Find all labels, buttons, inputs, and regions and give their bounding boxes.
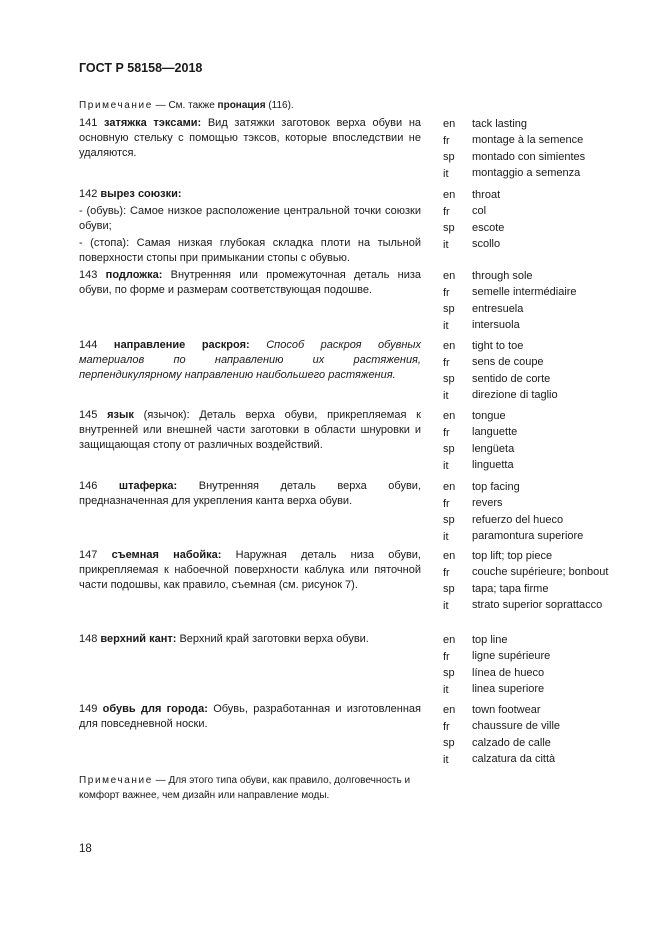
- term-entry-144: 144 направление раскроя: Способ раскроя обувных материалов по направлению их растяжения, перпендикулярному направлению наибольшего растяжения.: [79, 339, 421, 381]
- translation-row: en tongue: [443, 409, 506, 422]
- translation-row: fr semelle intermédiaire: [443, 286, 577, 299]
- translation-row: en top line: [443, 633, 508, 646]
- term-entry-145: 145 язык (язычок): Деталь верха обуви, прикрепляемая к внутренней или внешней части заготовки в области шнуровки и защищающая стопу от различных воздействий.: [79, 409, 421, 451]
- translations-146: [443, 479, 643, 545]
- note-reference-term: пронация: [217, 100, 266, 111]
- term-entry-141: 141 затяжка тэксами: Вид затяжки заготовок верха обуви на основную стельку с помощью тэксов, которые впоследствии не удаляются.: [79, 117, 422, 159]
- translation-row: fr sens de coupe: [443, 356, 544, 369]
- translation-row: fr revers: [443, 497, 503, 510]
- term-definition: Внутренняя деталь верха обуви, предназначенная для укрепления канта верха обуви.: [79, 480, 421, 507]
- translation-row: sp línea de hueco: [443, 666, 545, 679]
- note-top: Примечание — См. также пронация (116).: [79, 100, 294, 111]
- translation-row: en top facing: [443, 480, 520, 493]
- translation-row: sp calzado de calle: [443, 736, 551, 749]
- translations-144: [443, 338, 643, 404]
- translation-row: sp tapa; tapa firme: [443, 582, 549, 595]
- term-definition: (язычок): Деталь верха обуви, прикрепляемая к внутренней или внешней части заготовки в области шнуровки и защищающая стопу от различных воздействий.: [79, 409, 421, 451]
- translation-row: it scollo: [443, 238, 501, 251]
- translations-143: [443, 268, 643, 334]
- note-label: Примечание: [79, 775, 153, 786]
- term-title: штаферка:: [118, 480, 178, 492]
- translation-row: sp montado con simientes: [443, 150, 586, 163]
- translation-row: it calzatura da città: [443, 753, 556, 766]
- translation-row: it strato superior soprattacco: [443, 599, 603, 612]
- page-number: 18: [79, 843, 92, 855]
- translation-row: fr couche supérieure; bonbout: [443, 566, 609, 579]
- translation-row: it montaggio a semenza: [443, 167, 581, 180]
- translations-149: [443, 702, 643, 768]
- translation-row: en tack lasting: [443, 117, 528, 130]
- translation-row: it direzione di taglio: [443, 389, 558, 402]
- translation-row: fr chaussure de ville: [443, 720, 561, 733]
- term-entry-148: 148 верхний кант: Верхний край заготовки верха обуви.: [79, 633, 369, 645]
- translation-row: en town footwear: [443, 703, 541, 716]
- translation-row: it linea superiore: [443, 683, 545, 696]
- term-title: направление раскроя:: [113, 339, 250, 351]
- translations-145: [443, 408, 643, 474]
- translation-row: fr col: [443, 205, 487, 218]
- translations-147: [443, 548, 643, 614]
- term-title: язык: [107, 409, 134, 421]
- term-entry-146: 146 штаферка: Внутренняя деталь верха обуви, предназначенная для укрепления канта верха обуви.: [79, 480, 421, 507]
- note-bottom: Примечание — Для этого типа обуви, как правило, долговечность и комфорт важнее, чем дизайн или направление моды.: [79, 775, 411, 801]
- term-definition: Обувь, разработанная и изготовленная для повседневной носки.: [79, 703, 422, 730]
- translation-row: fr ligne supérieure: [443, 650, 551, 663]
- term-definition: Наружная деталь низа обуви, прикрепляемая к набоечной поверхности каблука или пяточной части подошвы, как правило, съемная (см. рисунок 7).: [79, 549, 421, 591]
- translation-row: fr languette: [443, 426, 518, 439]
- term-title: затяжка тэксами:: [104, 117, 202, 129]
- term-title: съемная набойка:: [111, 549, 222, 561]
- translations-141: [443, 116, 643, 182]
- translation-row: en top lift; top piece: [443, 549, 553, 562]
- term-definition: Внутренняя или промежуточная деталь низа обуви, по форме и размерам соответствующая подошве.: [79, 269, 421, 296]
- translation-row: sp refuerzo del hueco: [443, 513, 564, 526]
- term-title: верхний кант:: [100, 633, 177, 645]
- term-title: вырез союзки:: [100, 188, 182, 200]
- translation-row: en throat: [443, 188, 501, 201]
- term-entry-147: 147 съемная набойка: Наружная деталь низа обуви, прикрепляемая к набоечной поверхности каблука или пяточной части подошвы, как правило, съемная (см. рисунок 7).: [79, 549, 421, 591]
- translation-row: sp entresuela: [443, 302, 524, 315]
- translation-row: it paramontura superiore: [443, 530, 584, 543]
- term-definition: Способ раскроя обувных материалов по направлению их растяжения, перпендикулярному направлению наибольшего растяжения.: [79, 339, 421, 381]
- note-label: Примечание: [79, 100, 153, 111]
- translation-row: en tight to toe: [443, 339, 524, 352]
- term-definition: - (стопа): Самая низкая глубокая складка плоти на тыльной поверхности стопы при примыкании стопы с обувью.: [79, 237, 421, 264]
- translation-row: sp escote: [443, 221, 505, 234]
- term-definition: - (обувь): Самое низкое расположение центральной точки союзки обуви;: [79, 205, 421, 232]
- term-title: подложка:: [105, 269, 163, 281]
- translations-148: [443, 632, 643, 698]
- document-header: ГОСТ Р 58158—2018: [79, 61, 203, 75]
- translation-row: en through sole: [443, 269, 533, 282]
- term-entry-142: 142 вырез союзки: - (обувь): Самое низкое расположение центральной точки союзки обуви; - (стопа): Самая низкая глубокая складка плоти на тыльной поверхности стопы при примыкании стопы с обувью.: [79, 188, 421, 264]
- translation-row: it intersuola: [443, 319, 520, 332]
- term-entry-149: 149 обувь для города: Обувь, разработанная и изготовленная для повседневной носки.: [79, 703, 422, 730]
- term-title: обувь для города:: [102, 703, 208, 715]
- term-definition: Верхний край заготовки верха обуви.: [176, 633, 369, 645]
- translation-row: sp sentido de corte: [443, 372, 551, 385]
- translation-row: sp lengüeta: [443, 442, 515, 455]
- translations-142: [443, 187, 643, 253]
- term-entry-143: 143 подложка: Внутренняя или промежуточная деталь низа обуви, по форме и размерам соответствующая подошве.: [79, 269, 421, 296]
- term-definition: Вид затяжки заготовок верха обуви на основную стельку с помощью тэксов, которые впоследствии не удаляются.: [79, 117, 422, 159]
- translation-row: it linguetta: [443, 459, 514, 472]
- translation-row: fr montage à la semence: [443, 134, 584, 147]
